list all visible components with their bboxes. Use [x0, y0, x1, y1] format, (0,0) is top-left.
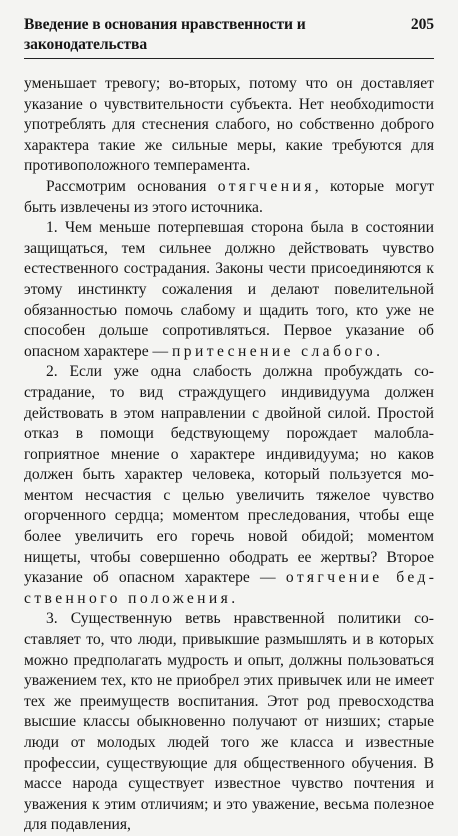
paragraph-text: уменьшает тревогу; во-вторых, потому что он доставляет указание о чувствительности субъекта. Нет необходиmости употреблять для стеснения слабого, но собственно доброго характера такие же сильные меры, какие требуются для противоположного темперамента.	[24, 75, 434, 175]
paragraph	[24, 362, 434, 609]
paragraph-text: , которые могут быть извлечены из этого источника.	[24, 177, 434, 216]
paragraph-text: 1. Чем меньше потерпевшая сторона была в состоянии защищаться, тем сильнее должно действовать чувство естественного сострадания. Законы чести присоединяются к этому инстинкту сожаления и делают повелительной обязанностью помочь слабому и щадить того, кто уже не способен дольше сопротивляться. Первое указание об опасном характере —	[24, 219, 434, 360]
paragraph	[24, 177, 434, 218]
paragraph	[24, 218, 434, 362]
running-head-title: Введение в основания нравственности и законодательства	[24, 16, 306, 53]
paragraph-text: 3. Существенную ветвь нравственной политики составляет то, что люди, привыкшие размышлять и в которых можно предполагать мудрость и опыт, должны пользоваться уважением тех, кто не приобрел этих привычек или не имеет тех же преимуществ воспитания. Этот род превосходства высшие классы обыкновенно получают от низших; старые люди от молодых людей того же класса и известные профессии, существующие для общественного обучения. В массе народа существует известное чувство почтения и уважения к этим отличиям; и это уважение, весьма полезное для подавления,	[24, 610, 434, 834]
paragraph-text: .	[376, 342, 381, 360]
emphasized-term: отягчение бедственного положения	[24, 569, 434, 607]
emphasized-term: притеснение слабого	[172, 342, 377, 360]
page-number: 205	[410, 16, 434, 33]
emphasized-term: отягчения	[217, 177, 315, 195]
paragraph	[24, 609, 434, 836]
running-head	[24, 15, 434, 55]
body-text	[24, 74, 434, 836]
paragraph-text: 2. Если уже одна слабость должна пробуждать сострадание, то вид страждущего индивидуума должен действовать в этом направлении с двойной силой. Простой отказ в помощи бедствующему порождает малоблагоприятное мнение о характере индивидуума; но каков должен быть характер человека, который пользуется моментом несчастия с целью увеличить тяжелое чувство огорченного сердца; моментом преследования, чтобы еще более увеличить его горечь новой обидой; моментом нищеты, чтобы совершенно ободрать ее жертвы? Второе указание об опасном характере —	[24, 363, 434, 587]
paragraph-text: Рассмотрим основания	[46, 177, 218, 195]
paragraph-text: .	[231, 589, 236, 607]
paragraph	[24, 74, 434, 177]
header-rule	[24, 58, 434, 59]
